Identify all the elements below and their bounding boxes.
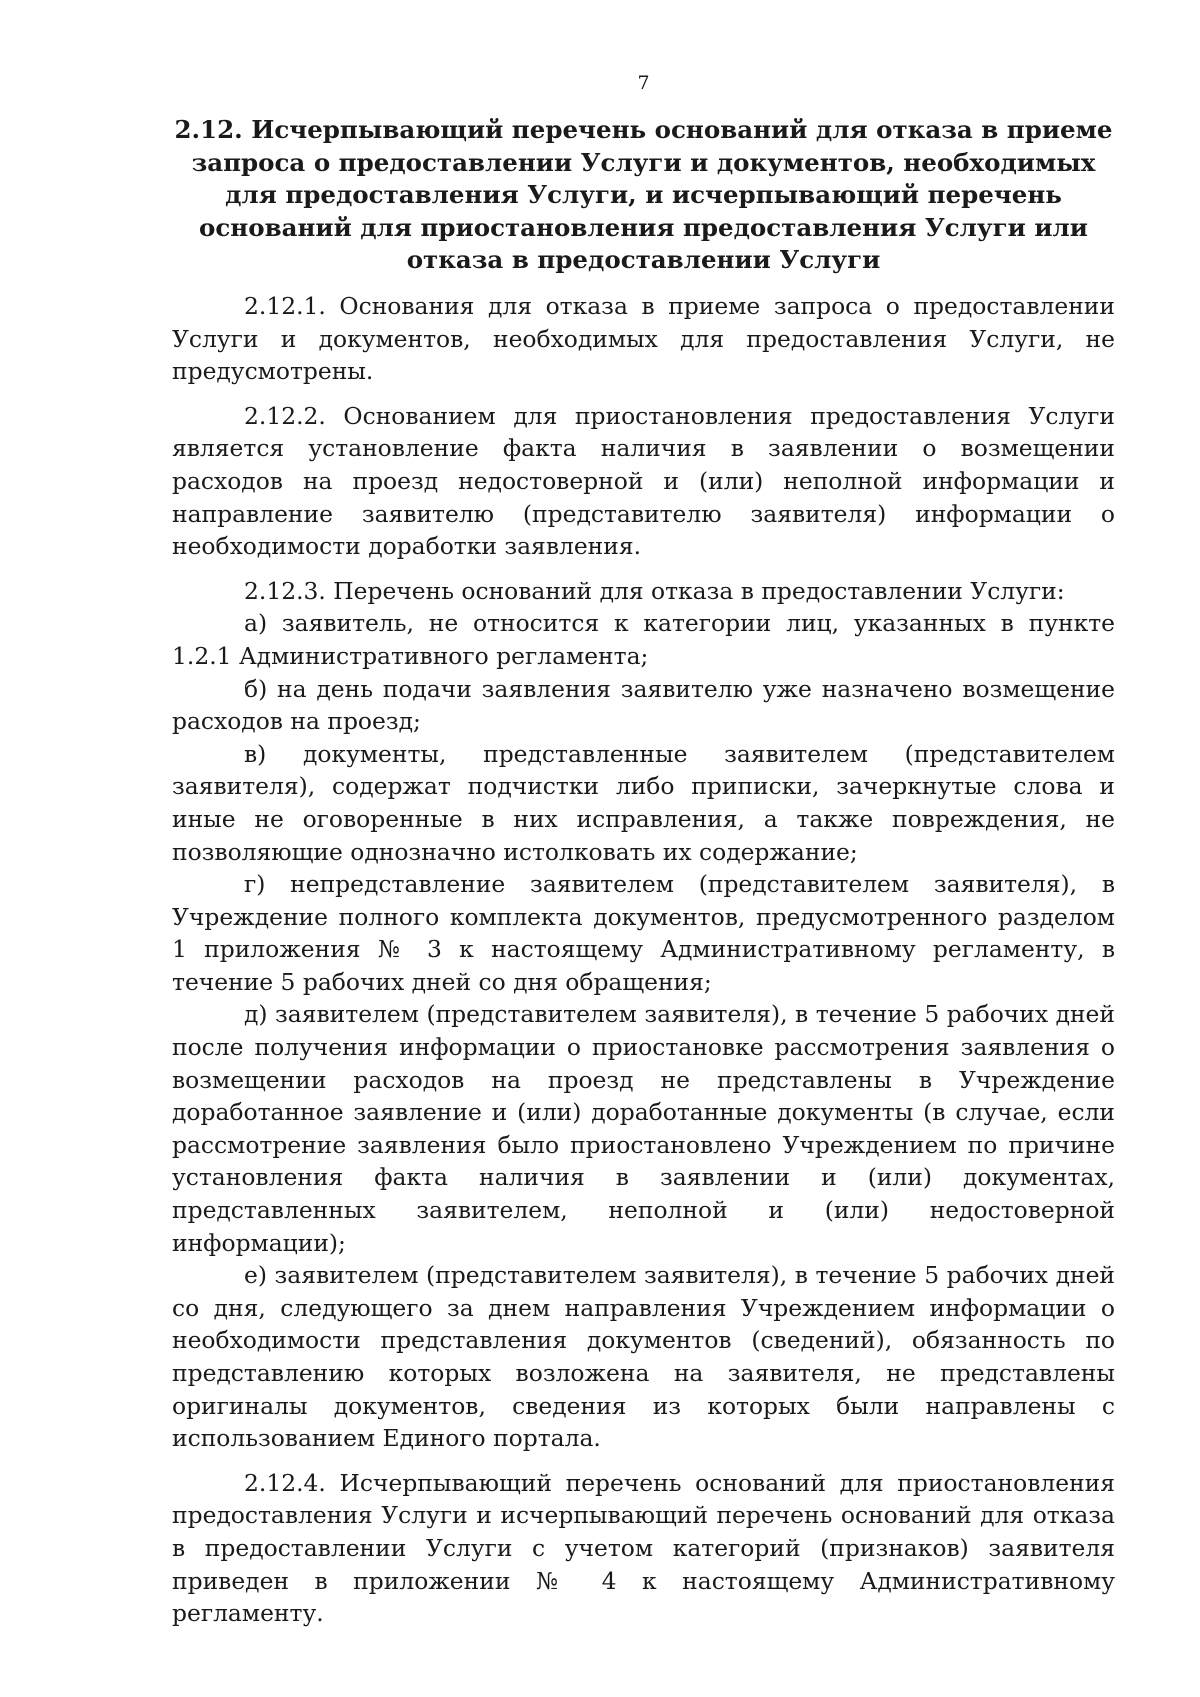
section-heading: 2.12. Исчерпывающий перечень оснований для отказа в приеме запроса о предоставлении Услуги и документов, необходимых для предоставления Услуги, и исчерпывающий перечень оснований для приостановления предоставления Услуги или отказа в предоставлении Услуги (174, 115, 1113, 274)
paragraph-2-12-2: 2.12.2. Основанием для приостановления предоставления Услуги является установление факта наличия в заявлении о возмещении расходов на проезд недостоверной и (или) неполной информации и направление заявителю (представителю заявителя) информации о необходимости доработки заявления. (172, 401, 1115, 561)
paragraph-2-12-3: 2.12.3. Перечень оснований для отказа в предоставлении Услуги: (244, 576, 1065, 605)
paragraph-2-12-4: 2.12.4. Исчерпывающий перечень оснований для приостановления предоставления Услуги и исчерпывающий перечень оснований для отказа в предоставлении Услуги с учетом категорий (признаков) заявителя приведен в приложении № 4 к настоящему Административному регламенту. (172, 1468, 1115, 1628)
list-item-b: б) на день подачи заявления заявителю уже назначено возмещение расходов на проезд; (172, 674, 1115, 736)
list-item-d: д) заявителем (представителем заявителя), в течение 5 рабочих дней после получения информации о приостановке рассмотрения заявления о возмещении расходов на проезд не представлены в Учреждение доработанное заявление и (или) доработанные документы (в случае, если рассмотрение заявления было приостановлено Учреждением по причине установления факта наличия в заявлении и (или) документах, представленных заявителем, неполной и (или) недостоверной информации); (172, 1000, 1115, 1257)
document-body (172, 290, 1115, 1630)
list-item-g: г) непредставление заявителем (представителем заявителя), в Учреждение полного комплекта документов, предусмотренного разделом 1 приложения № 3 к настоящему Административному регламенту, в течение 5 рабочих дней со дня обращения; (172, 870, 1115, 996)
paragraph-2-12-1: 2.12.1. Основания для отказа в приеме запроса о предоставлении Услуги и документов, необходимых для предоставления Услуги, не предусмотрены. (172, 292, 1115, 386)
list-item-e: е) заявителем (представителем заявителя), в течение 5 рабочих дней со дня, следующего за днем направления Учреждением информации о необходимости представления документов (сведений), обязанность по представлению которых возложена на заявителя, не представлены оригиналы документов, сведения из которых были направлены с использованием Единого портала. (172, 1261, 1115, 1453)
list-item-v: в) документы, представленные заявителем (представителем заявителя), содержат подчистки либо приписки, зачеркнутые слова и иные не оговоренные в них исправления, а также повреждения, не позволяющие однозначно истолковать их содержание; (172, 739, 1115, 866)
page-number: 7 (637, 72, 650, 94)
list-item-a: а) заявитель, не относится к категории лиц, указанных в пункте 1.2.1 Административного регламента; (172, 609, 1115, 670)
